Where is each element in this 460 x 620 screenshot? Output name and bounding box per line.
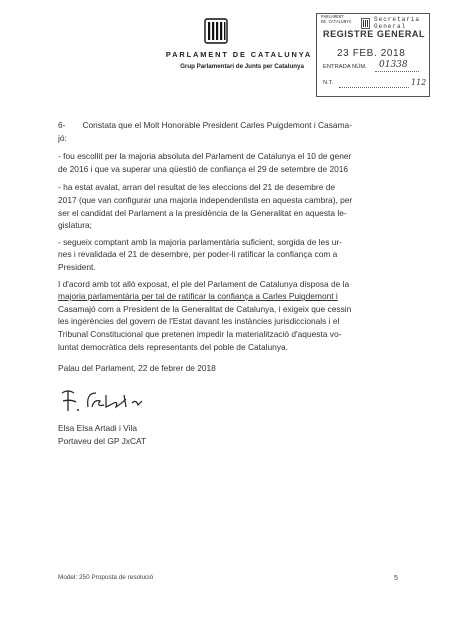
stamp-entrada-label: ENTRADA NÚM. xyxy=(323,64,367,70)
stamp-emblem-icon xyxy=(361,16,370,27)
signer-role: Portaveu del GP JxCAT xyxy=(58,436,147,446)
item-heading xyxy=(58,119,404,132)
bullet-1-line-2: de 2016 i que va superar una qüestió de confiança el 29 de setembre de 2016 xyxy=(58,163,349,174)
bullet-2-line-4: gislatura; xyxy=(58,220,92,231)
stamp-entrada-number: 01338 xyxy=(379,60,408,70)
stamp-date: 23 FEB. 2018 xyxy=(337,48,406,59)
model-footer: Model: 250 Proposta de resolució xyxy=(58,574,154,581)
stamp-registre-title: REGISTRE GENERAL xyxy=(323,29,426,39)
registry-stamp xyxy=(316,13,430,97)
stamp-nt-label: N.T. xyxy=(323,80,334,86)
bullet-3-line-3: President. xyxy=(58,261,96,272)
resolution-line-4: les ingerències del govern de l'Estat davant les instàncies jurisdiccionals i el xyxy=(58,316,340,327)
item-text-line-2: jó: xyxy=(58,132,67,143)
stamp-secretaria-line-1: Secretaria xyxy=(374,16,421,23)
stamp-institution-line-2: DE CATALUNYA xyxy=(321,21,352,25)
bullet-1-line-1: - fou escollit per la majoria absoluta del Parlament de Catalunya el 10 de gener xyxy=(58,151,352,162)
signer-name: Elsa Elsa Artadi i Vila xyxy=(58,423,137,433)
stamp-secretaria-line-2: General xyxy=(374,23,407,30)
bullet-2-line-3: ser el candidat del Parlament a la presidència de la Generalitat en aquesta le- xyxy=(58,207,347,218)
resolution-line-5: Tribunal Constitucional que pretenen impedir la materialització d'aquesta vo- xyxy=(58,328,342,339)
item-text-line-1: Constata que el Molt Honorable President Carles Puigdemont i Casama- xyxy=(82,120,352,130)
stamp-entrada-line xyxy=(375,71,419,72)
resolution-line-1: I d'acord amb tot allò exposat, el ple del Parlament de Catalunya disposa de la xyxy=(58,278,350,289)
bullet-3-line-2: nes i revalidada el 21 de desembre, per poder-li ratificar la confiança com a xyxy=(58,249,338,260)
stamp-institution-line-1: PARLAMENT xyxy=(321,16,344,20)
stamp-nt-line xyxy=(339,87,409,88)
document-body xyxy=(58,119,404,353)
place-date: Palau del Parlament, 22 de febrer de 2018 xyxy=(58,363,216,373)
institution-name: PARLAMENT DE CATALUNYA xyxy=(165,50,313,59)
parliament-emblem-icon xyxy=(203,18,229,44)
bullet-2-line-1: - ha estat avalat, arran del resultat de les eleccions del 21 de desembre de xyxy=(58,182,336,193)
resolution-line-6: luntat democràtica dels representants del poble de Catalunya. xyxy=(58,341,288,352)
stamp-institution xyxy=(321,16,351,26)
handwritten-signature xyxy=(58,385,168,415)
resolution-line-3: Casamajó com a President de la Generalitat de Catalunya, i exigeix que cessin xyxy=(58,303,352,314)
stamp-secretaria xyxy=(374,16,420,30)
parliamentary-group-name: Grup Parlamentari de Junts per Catalunya xyxy=(180,63,304,70)
stamp-nt-number: 112 xyxy=(411,78,427,87)
bullet-3-line-1: - segueix comptant amb la majoria parlamentària suficient, sorgida de les ur- xyxy=(58,236,342,247)
item-number: 6- xyxy=(58,120,66,130)
page-number: 5 xyxy=(394,575,398,582)
bullet-2-line-2: 2017 (que van configurar una majoria independentista en aquesta cambra), per xyxy=(58,194,353,205)
resolution-line-2: majoria parlamentària per tal de ratificar la confiança a Carles Puigdemont i xyxy=(58,291,338,302)
